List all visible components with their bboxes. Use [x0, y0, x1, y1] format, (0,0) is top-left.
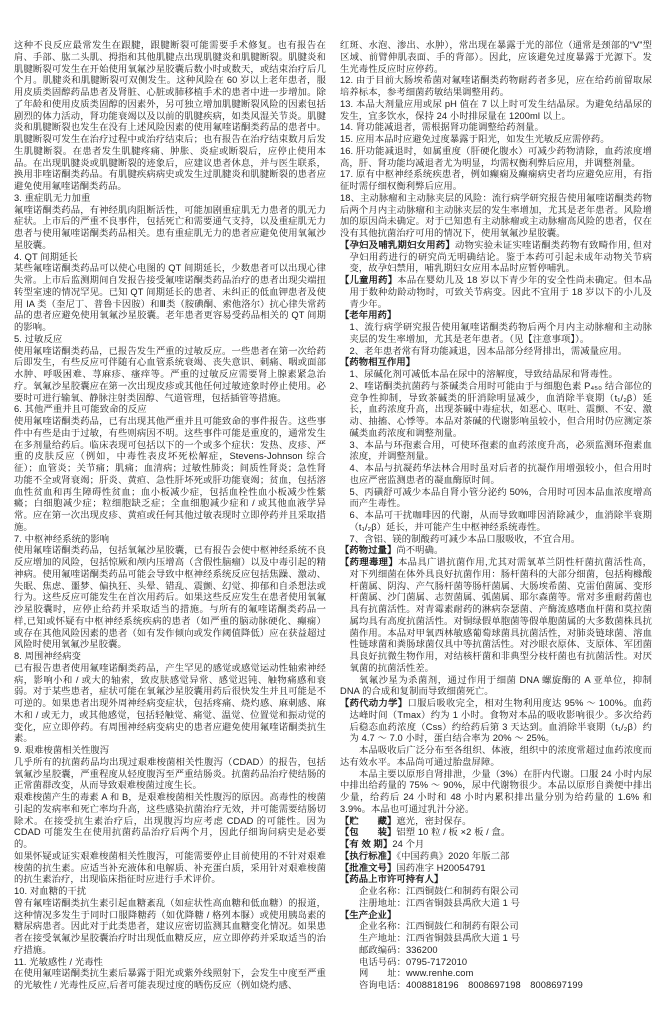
paragraph-text: 3、本品与环孢素合用，可使环孢素的血药浓度升高，必须监测环孢素血浓度，并调整剂量。 — [349, 439, 652, 462]
section-label: 【有 效 期】 — [340, 839, 393, 849]
paragraph — [14, 898, 326, 957]
paragraph-text: 咨询电话：4008818196 8008697198 8008697199 — [359, 980, 583, 990]
section-heading — [340, 910, 652, 922]
paragraph-text: 企业名称：江西铜鼓仁和制药有限公司 — [359, 921, 519, 932]
paragraph-text: 11. 光敏感性 / 光毒性 — [14, 956, 104, 967]
paragraph — [340, 816, 652, 828]
paragraph-text: 《中国药典》2020 年版二部 — [396, 850, 510, 861]
paragraph-text: 13. 本品大剂量应用或尿 pH 值在 7 以上时可发生结晶尿。为避免结晶尿的发生，宜多饮水，保持 24 小时排尿量在 1200ml 以上。 — [340, 98, 652, 121]
paragraph-text: 企业名称：江西铜鼓仁和制药有限公司 — [359, 886, 519, 896]
paragraph — [14, 205, 326, 252]
paragraph — [14, 545, 326, 651]
paragraph-text: 本品具广谱抗菌作用,尤其对需氧革兰阴性杆菌抗菌活性高，对下列细菌在体外具良好抗菌作用：肠杆菌科的大部分细菌，包括枸橼酸杆菌属、阴沟、产气肠杆菌等肠杆菌属、大肠埃希菌、克雷伯菌属、变形杆菌属、沙门菌属、志贺菌属、弧菌属、耶尔森菌等。常对多重耐药菌也具有抗菌活性。对青霉素耐药的淋病奈瑟菌、产酶流感嗜血杆菌和莫拉菌属均具有高度抗菌活性。对铜绿假单胞菌等假单胞菌属的大多数菌株具抗菌作用。本品对甲氧西林敏感葡萄球菌具抗菌活性，对肺炎链球菌、溶血性链球菌和粪肠球菌仅具中等抗菌活性。对沙眼衣原体、支原体、军团菌具良好抗微生物作用，对结核杆菌和非典型分枝杆菌也有抗菌活性。对厌氧菌的抗菌活性差。 — [349, 557, 652, 673]
paragraph — [350, 510, 653, 534]
paragraph-text: 9. 艰难梭菌相关性腹泻 — [14, 745, 110, 755]
paragraph-text: 8. 周围神经病变 — [14, 651, 82, 661]
paragraph-text: 2、老年患者常有肾功能减退，因本品部分经肾排出，需减量应用。 — [349, 345, 628, 356]
paragraph — [14, 886, 326, 898]
paragraph-text: 电话号码：0795-7172010 — [359, 956, 468, 967]
paragraph-text: 24 个月 — [392, 839, 425, 849]
section-label: 【药物过量】 — [340, 545, 397, 556]
paragraph — [340, 169, 652, 193]
paragraph — [340, 851, 652, 863]
paragraph — [340, 146, 652, 170]
right-column — [340, 40, 652, 1024]
paragraph-text: 本品主要以原形自肾排泄，少量（3%）在肝内代谢。口服 24 小时内尿中排出给药量的 75% ～ 90%，尿中代谢物很少。本品以原形自粪便中排出少量，给药后 24 小时和 48 小时内累积排出量分别为给药量的 1.6% 和 3.9%。本品也可通过乳汁分泌。 — [340, 768, 652, 814]
section-label: 【执行标准】 — [340, 850, 397, 861]
paragraph — [340, 134, 652, 146]
section-label: 【贮 藏】 — [340, 815, 397, 826]
paragraph-text: 氧氟沙星为杀菌剂，通过作用于细菌 DNA 螺旋酶的 A 亚单位，抑制 DNA 的合成和复制而导致细菌死亡。 — [340, 674, 652, 697]
paragraph-text: 国药准字 H20054791 — [396, 862, 486, 873]
section-label: 【孕妇及哺乳期妇女用药】 — [340, 239, 455, 250]
paragraph — [340, 545, 652, 557]
paragraph-text: 口服后吸收完全，相对生物利用度达 95% ～ 100%。血药达峰时间（Tmax）约为 1 小时。食物对本品的吸收影响很少。多次给药后稳态血药浓度（Css）约给药后第 3 天达到。血消除半衰期（t₁/₂β）约为 4.7 ～ 7.0 小时，蛋白结合率为 20% ～ 25%。 — [349, 698, 652, 744]
paragraph-text: 动物实验未证实喹诺酮类药物有致畸作用, 但对孕妇用药进行的研究尚无明确结论。鉴于本药可引起未成年动物关节病变，故孕妇禁用，哺乳期妇女应用本品时应暂停哺乳。 — [349, 239, 652, 274]
paragraph — [14, 404, 326, 416]
paragraph-text: 尚不明确。 — [396, 545, 444, 556]
paragraph-text: 艰难梭菌产生的毒素 A 和 B，是艰难梭菌相关性腹泻的原因。高毒性的梭菌引起的发病率和死亡率均升高，这些感染抗菌治疗无效，并可能需要结肠切除术。在接受抗生素治疗后，出现腹泻均应考虑 CDAD 的可能性。因为 CDAD 可能发生在使用抗菌药品治疗后两个月，因此仔细询问病史是必要的。 — [14, 792, 326, 849]
paragraph-text: 3. 重症肌无力加重 — [14, 192, 91, 203]
paragraph-text: 某些氟喹诺酮类药品可以使心电图的 QT 间期延长，少数患者可以出现心律失常。上市后监测期间自发报告接受氟喹诺酮类药品治疗的患者出现尖端扭转型室速的情况罕见。已知 QT 间期延长的患者、未纠正的低血钾患者及使用 IA 类（奎尼丁、普鲁卡因胺）和Ⅲ类（胺碘酮、索他洛尔）抗心律失常药品的患者应避免使用氧氟沙星胶囊。老年患者更容易受药品相关的 QT 间期的影响。 — [14, 263, 326, 332]
paragraph — [340, 827, 652, 839]
paragraph — [340, 240, 652, 275]
paragraph — [14, 663, 326, 745]
paragraph — [340, 769, 652, 816]
paragraph — [359, 945, 652, 957]
paragraph — [350, 487, 653, 511]
paragraph — [350, 463, 653, 487]
paragraph-text: 铝塑 10 粒 / 板 ×2 板 / 盒。 — [396, 827, 511, 838]
paragraph — [359, 980, 652, 992]
paragraph-text: 本品吸收后广泛分布至各组织、体液，组织中的浓度常超过血药浓度而达有效水平。本品尚可通过胎盘屏障。 — [340, 745, 652, 767]
paragraph-text: 7、含铝、镁的制酸药可减少本品口服吸收，不宜合用。 — [349, 533, 581, 544]
left-column — [14, 40, 326, 1024]
paragraph-text: 18、主动脉瘤和主动脉夹层的风险：流行病学研究报告使用氟喹诺酮类药物后两个月内主动脉瘤和主动脉夹层的发生率增加，尤其是老年患者。风险增加的原因尚未确定。对于已知患有主动脉瘤或主动脉瘤高风险的患者，仅在没有其他抗菌治疗可用的情况下，使用氧氟沙星胶囊。 — [340, 192, 652, 238]
paragraph-text: 1、尿碱化剂可减低本品在尿中的溶解度，导致结晶尿和肾毒性。 — [349, 369, 618, 379]
paragraph — [340, 839, 652, 851]
paragraph-text: 7. 中枢神经系统的影响 — [14, 533, 110, 544]
paragraph — [14, 416, 326, 534]
paragraph — [340, 675, 652, 699]
paragraph-text: 4、本品与抗凝药华法林合用时虽对后者的抗凝作用增强较小，但合用时也应严密监测患者的凝血酶原时间。 — [349, 463, 652, 485]
paragraph — [14, 252, 326, 264]
paragraph-text: 如果怀疑或证实艰难梭菌相关性腹泻，可能需要停止目前使用的不针对艰难梭菌的抗生素。应适当补充液体和电解质、补充蛋白质，采用针对艰难梭菌的抗生素治疗，出现临床指征时应进行手术评价。 — [14, 850, 326, 885]
paragraph — [340, 557, 652, 675]
paragraph — [14, 757, 326, 792]
paragraph — [14, 334, 326, 346]
paragraph — [340, 40, 652, 75]
paragraph-text: 1、流行病学研究报告使用氟喹诺酮类药物后两个月内主动脉瘤和主动脉夹层的发生率增加，尤其是老年患者。（见【注意事项】）。 — [349, 322, 652, 344]
paragraph-text: 4. QT 间期延长 — [14, 251, 78, 262]
paragraph-text: 5. 过敏反应 — [14, 333, 63, 344]
paragraph-text: 注册地址：江西省铜鼓县禹欣大道 1 号 — [359, 897, 520, 908]
paragraph — [14, 193, 326, 205]
section-label: 【药代动力学】 — [340, 698, 408, 708]
paragraph — [14, 40, 326, 193]
paragraph — [350, 322, 653, 346]
paragraph — [14, 346, 326, 405]
paragraph-text: 已有报告患者使用氟喹诺酮类药品，产生罕见的感觉或感觉运动性轴索神经病，影响小和 / 或大的轴索，致皮肤感觉异常、感觉迟钝、触物痛感和衰弱。对于某些患者，症状可能在氧氟沙星胶囊用药后很快发生并且可能是不可逆的。如果患者出现外周神经病变症状，包括疼痛、烧灼感、麻刺感、麻木和 / 或无力，或其他感觉，包括轻触觉、痛觉、温觉、位置觉和振动觉的变化，应立即停药。有周围神经病变病史的患者应避免使用氟喹诺酮类抗生素。 — [14, 662, 326, 744]
section-heading — [340, 874, 652, 886]
paragraph-text: 17. 原有中枢神经系统疾患者，例如癫痫及癫痫病史者均应避免应用，有指征时需仔细权衡利弊后应用。 — [340, 169, 652, 191]
paragraph-text: 16. 肝功能减退时，如属重度（肝硬化腹水）可减少药物清除，血药浓度增高，肝、肾功能均减退者尤为明显，均需权衡利弊后应用，并调整剂量。 — [340, 145, 652, 168]
paragraph-text: 15. 应用本品时应避免过度暴露于阳光，如发生光敏反应需停药。 — [340, 134, 610, 144]
section-label: 【药理毒理】 — [340, 557, 398, 567]
paragraph-text: 使用氟喹诺酮类药品，已有出现其他严重并且可能致命的事件报告。这些事件中有些是由于过敏，有些则病因不明。这些事件可能是重度的，通常发生在多剂量给药后。临床表现可包括以下的一个或多个症状：发热、皮疹、严重的皮肤反应（例如，中毒性表皮坏死松解症，Stevens-Johnson 综合征）；血管炎；关节痛；肌痛；血清病；过敏性肺炎；间质性肾炎；急性肾功能不全或肾衰竭；肝炎、黄疸、急性肝坏死或肝功能衰竭；贫血，包括溶血性贫血和再生障碍性贫血；血小板减少症，包括血栓性血小板减少性紫癜；白细胞减少症；粒细胞缺乏症；全血细胞减少症和 / 或其他血液学异常。应在第一次出现皮疹、黄疸或任何其他过敏表现时立即停药并且采取措施。 — [14, 416, 326, 532]
paragraph-text: 6. 其他严重并且可能致命的反应 — [14, 404, 147, 415]
paragraph-text: 氟喹诺酮类药品，有神经肌肉阻断活性，可能加剧重症肌无力患者的肌无力症状。上市后的严重不良事件，包括死亡和需要通气支持，以及重症肌无力患者与使用氟喹诺酮类药品相关。患有重症肌无力的患者应避免使用氧氟沙星胶囊。 — [14, 204, 326, 250]
paragraph-text: 遮光，密封保存。 — [396, 815, 472, 826]
paragraph — [359, 968, 652, 980]
paragraph-text: 网 址：www.renhe.com — [359, 968, 474, 979]
paragraph — [14, 968, 326, 992]
paragraph-text: 生产地址：江西省铜鼓县禹欣大道 1 号 — [359, 933, 520, 943]
paragraph-text: 2、喹诺酮类抗菌药与茶碱类合用时可能由于与细胞色素 P₄₅₀ 结合部位的竞争性抑制，导致茶碱类的肝消除明显减少，血消除半衰期（t₁/₂β）延长，血药浓度升高，出现茶碱中毒症状，如恶心、呕吐、震颤、不安、激动、抽搐、心悸等。本品对茶碱的代谢影响虽较小，但合用时仍应测定茶碱类血药浓度和调整剂量。 — [349, 380, 652, 438]
paragraph — [14, 263, 326, 334]
paragraph — [340, 99, 652, 123]
paragraph — [340, 698, 652, 745]
paragraph-text: 12. 由于目前大肠埃希菌对氟喹诺酮类药物耐药者多见，应在给药前留取尿培养标本，参考细菌药敏结果调整用药。 — [340, 75, 652, 97]
paragraph — [359, 898, 652, 910]
paragraph — [14, 745, 326, 757]
paragraph-text: 6、本品可干扰咖啡因的代谢，从而导致咖啡因消除减少，血消除半衰期（t₁/₂β）延长，并可能产生中枢神经系统毒性。 — [349, 510, 652, 532]
paragraph — [340, 863, 652, 875]
paragraph-text: 邮政编码：336200 — [359, 944, 438, 955]
paragraph — [350, 381, 653, 440]
paragraph-text: 几乎所有的抗菌药品均出现过艰难梭菌相关性腹泻（CDAD）的报告，包括氧氟沙星胶囊，严重程度从轻度腹泻至严重结肠炎。抗菌药品治疗使结肠的正常菌群改变，从而导致艰难梭菌过度生长。 — [14, 756, 326, 791]
section-label: 【生产企业】 — [340, 909, 397, 920]
section-label: 【儿童用药】 — [340, 275, 398, 285]
paragraph — [350, 369, 653, 381]
paragraph — [14, 792, 326, 851]
paragraph-text: 本品在婴幼儿及 18 岁以下青少年的安全性尚未确定。但本品用于数种幼龄动物时，可致关节病变。因此不宜用于 18 岁以下的小儿及青少年。 — [349, 275, 652, 309]
section-label: 【老年用药】 — [340, 310, 397, 321]
paragraph — [359, 933, 652, 945]
section-label: 【包 装】 — [340, 827, 397, 838]
paragraph — [350, 440, 653, 464]
paragraph — [14, 651, 326, 663]
paragraph — [14, 957, 326, 969]
section-heading — [340, 357, 652, 369]
paragraph — [14, 851, 326, 886]
paragraph — [340, 75, 652, 99]
paragraph — [359, 886, 652, 898]
paragraph-text: 使用氟喹诺酮类药品，已报告发生严重的过敏反应。一些患者在第一次给药后即发生，有些反应可伴随有心血管系统衰竭、丧失意识、刺痛、咽或面部水肿、呼吸困难、荨麻疹、瘙痒等。严重的过敏反应需要肾上腺素紧急治疗。氧氟沙星胶囊应在第一次出现皮疹或其他任何过敏迹象时停止使用。必要时可进行输氧、静脉注射类固醇、气道管理，包括插管等措施。 — [14, 345, 326, 403]
paragraph-text: 曾有氟喹诺酮类抗生素引起血糖紊乱（如症状性高血糖和低血糖）的报道，这种情况多发生于同时口服降糖药（如优降糖 / 格列本脲）或使用胰岛素的糖尿病患者。因此对于此类患者，建议应密切监测其血糖变化情况。如果患者在接受氧氟沙星胶囊治疗时出现低血糖反应，应立即停药并采取适当的治疗措施。 — [14, 897, 326, 955]
paragraph-text: 10. 对血糖的干扰 — [14, 886, 87, 896]
paragraph-text: 使用氟喹诺酮类药品，包括氧氟沙星胶囊，已有报告会使中枢神经系统不良反应增加的风险，包括惊厥和颅内压增高（含假性脑瘤）以及中毒引起的精神病。使用氟喹诺酮类药品可能会导致中枢神经系统反应包括焦躁、激动、失眠、焦虑、噩梦、偏执狂、头晕、错乱、震颤、幻觉、抑郁和自杀想法或行为。这些反应可能发生在首次用药后。如果这些反应发生在患者使用氧氟沙星胶囊时，应停止给药并采取适当的措施。与所有的氟喹诺酮类药品一样,已知或怀疑有中枢神经系统疾病的患者（如严重的脑动脉硬化、癫痫）或存在其他风险因素的患者（如有发作倾向或发作阈值降低）应在获益超过风险时使用氧氟沙星胶囊。 — [14, 545, 326, 650]
paragraph — [14, 534, 326, 546]
paragraph — [340, 193, 652, 240]
section-label: 【药品上市许可持有人】 — [340, 874, 444, 885]
section-label: 【药物相互作用】 — [340, 357, 416, 368]
paragraph — [359, 921, 652, 933]
section-heading — [340, 310, 652, 322]
paragraph-text: 5、丙磺舒可减少本品自肾小管分泌约 50%，合用时可因本品血浓度增高而产生毒性。 — [349, 486, 652, 509]
paragraph — [350, 346, 653, 358]
paragraph — [340, 275, 652, 310]
paragraph — [340, 745, 652, 769]
paragraph — [350, 534, 653, 546]
paragraph-text: 这种不良反应最常发生在跟腱，跟腱断裂可能需要手术修复。也有报告在肩、手部、肱二头肌、拇指和其他肌腱点出现肌腱炎和肌腱断裂。肌腱炎和肌腱断裂可发生在开始使用氧氟沙星胶囊后数小时或数天，或结束治疗后几个月。肌腱炎和肌腱断裂可双侧发生。这种风险在 60 岁以上老年患者，服用皮质类固醇药品患者及肾脏、心脏或肺移植手术的患者中进一步增加。除了年龄和使用皮质类固醇的因素外，另可独立增加肌腱断裂风险的因素包括剧烈的体力活动，肾功能衰竭以及以前的肌腱疾病，如类风湿关节炎。肌腱炎和肌腱断裂也发生在没有上述风险因素的使用氟喹诺酮类药品的患者中。肌腱断裂可发生在治疗过程中或治疗结束后；也有报告在治疗结束数月后发生肌腱断裂。在患者发生肌腱疼痛、肿胀、炎症或断裂后，应停止使用本品。在出现肌腱炎或肌腱断裂的迹象后，应建议患者休息，并与医生联系，换用非喹诺酮类药品。有肌腱疾病病史或发生过肌腱炎和肌腱断裂的患者应避免使用氟喹诺酮类药品。 — [14, 40, 326, 191]
section-label: 【批准文号】 — [340, 862, 397, 873]
paragraph-text: 14. 肾功能减退者，需根据肾功能调整给药剂量。 — [340, 122, 544, 133]
paragraph-text: 在使用氟喹诺酮类抗生素后暴露于阳光或紫外线照射下，会发生中度至严重的光敏性 / 光毒性反应,后者可能表现过度的晒伤反应（例如烧灼感、 — [14, 968, 326, 990]
paragraph-text: 红斑、水泡、渗出、水肿），常出现在暴露于光的部位（通常是颈部的“V”型区域、前臂伸肌表面、手的背部）。因此，应该避免过度暴露于光源下。发生光毒性反应时应停药。 — [340, 40, 652, 74]
paragraph — [340, 122, 652, 134]
paragraph — [359, 957, 652, 969]
